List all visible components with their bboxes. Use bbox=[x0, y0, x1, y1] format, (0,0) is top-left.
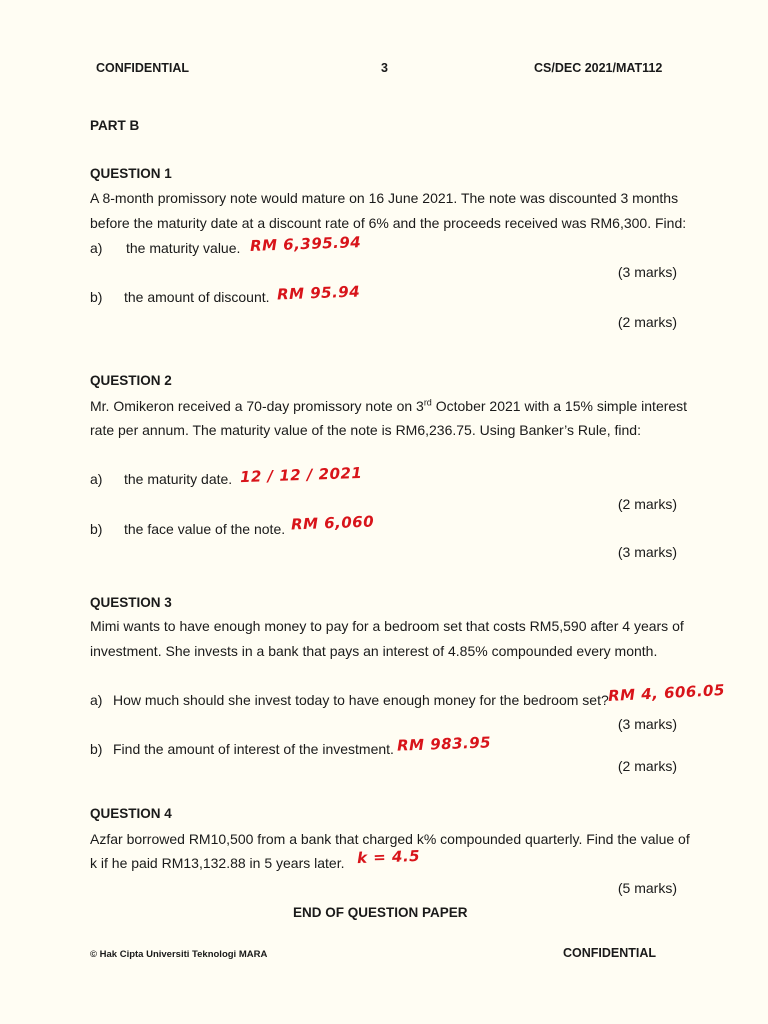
q1a-marks: (3 marks) bbox=[617, 264, 677, 280]
q2a-handwritten-answer: 12 / 12 / 2021 bbox=[239, 463, 363, 487]
footer-copyright: © Hak Cipta Universiti Teknologi MARA bbox=[90, 949, 268, 960]
q1b-handwritten-answer: RM 95.94 bbox=[276, 282, 361, 304]
q4-title: QUESTION 4 bbox=[90, 806, 172, 821]
q1-line1: A 8-month promissory note would mature on 16 June 2021. The note was discounted 3 months bbox=[90, 190, 679, 206]
header-course-code: CS/DEC 2021/MAT112 bbox=[534, 61, 663, 75]
q2-line1-sup: rd bbox=[423, 397, 432, 408]
q4-handwritten-answer: k = 4.5 bbox=[356, 846, 421, 868]
q3-line1: Mimi wants to have enough money to pay for a bedroom set that costs RM5,590 after 4 years of bbox=[90, 618, 684, 634]
q3a-handwritten-answer: RM 4, 606.05 bbox=[607, 680, 726, 706]
q2-line1 bbox=[90, 394, 687, 419]
q2b-marks: (3 marks) bbox=[617, 544, 677, 560]
end-of-paper: END OF QUESTION PAPER bbox=[293, 905, 468, 920]
header-confidential: CONFIDENTIAL bbox=[96, 61, 190, 75]
q1b-text: the amount of discount. bbox=[124, 289, 270, 305]
q1a-handwritten-answer: RM 6,395.94 bbox=[249, 233, 362, 255]
q2-line1-post: October 2021 with a 15% simple interest bbox=[431, 398, 688, 414]
q1-title: QUESTION 1 bbox=[90, 166, 172, 181]
q2-line2: rate per annum. The maturity value of the note is RM6,236.75. Using Banker’s Rule, find: bbox=[90, 422, 641, 438]
footer-confidential: CONFIDENTIAL bbox=[563, 946, 657, 960]
q2b-handwritten-answer: RM 6,060 bbox=[290, 512, 375, 534]
q1a-text: the maturity value. bbox=[126, 240, 241, 256]
q3a-label: a) bbox=[90, 692, 103, 708]
q3b-text: Find the amount of interest of the investment. bbox=[113, 741, 394, 757]
part-title: PART B bbox=[90, 118, 140, 133]
q2b-text: the face value of the note. bbox=[124, 521, 286, 537]
q4-line2: k if he paid RM13,132.88 in 5 years later. bbox=[90, 855, 345, 871]
q3a-text: How much should she invest today to have enough money for the bedroom set? bbox=[113, 692, 609, 708]
q1-line2: before the maturity date at a discount rate of 6% and the proceeds received was RM6,300. Find: bbox=[90, 215, 687, 231]
q3-title: QUESTION 3 bbox=[90, 595, 172, 610]
q3b-handwritten-answer: RM 983.95 bbox=[396, 733, 492, 755]
q3a-marks: (3 marks) bbox=[617, 716, 677, 732]
header-page-number: 3 bbox=[381, 61, 388, 75]
q1b-marks: (2 marks) bbox=[617, 314, 677, 330]
q3-line2: investment. She invests in a bank that pays an interest of 4.85% compounded every month. bbox=[90, 643, 658, 659]
q4-marks: (5 marks) bbox=[617, 880, 677, 896]
q3b-label: b) bbox=[90, 741, 103, 757]
q2-title: QUESTION 2 bbox=[90, 373, 172, 388]
q3b-marks: (2 marks) bbox=[617, 758, 677, 774]
q1b-label: b) bbox=[90, 289, 103, 305]
q4-line1: Azfar borrowed RM10,500 from a bank that charged k% compounded quarterly. Find the value of bbox=[90, 831, 690, 847]
q2-line1-pre: Mr. Omikeron received a 70-day promissory note on 3 bbox=[90, 398, 424, 414]
q2a-marks: (2 marks) bbox=[617, 496, 677, 512]
q2b-label: b) bbox=[90, 521, 103, 537]
q2a-label: a) bbox=[90, 471, 103, 487]
q2a-text: the maturity date. bbox=[124, 471, 233, 487]
q1a-label: a) bbox=[90, 240, 103, 256]
